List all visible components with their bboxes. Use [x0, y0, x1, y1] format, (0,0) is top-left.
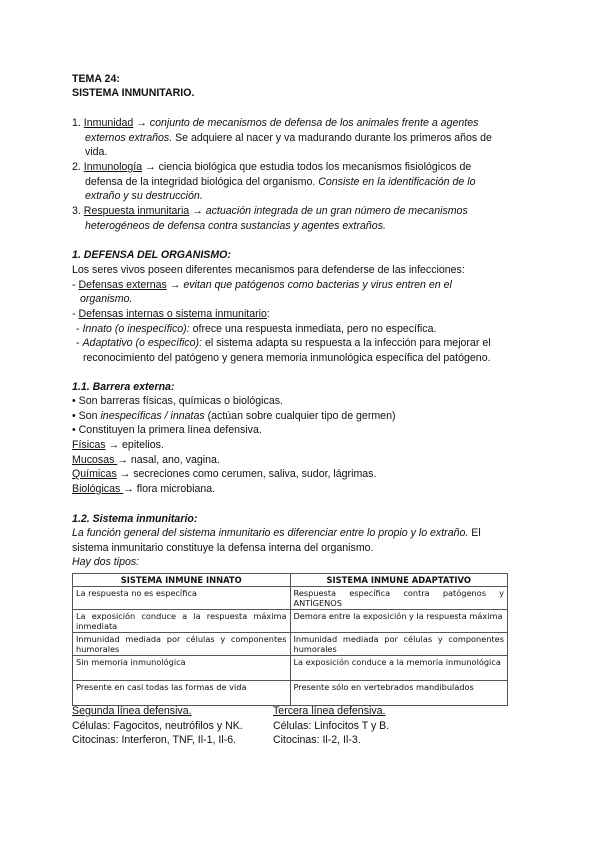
topic-number: TEMA 24: — [72, 73, 120, 85]
table-cell: Demora entre la exposición y la respuesta máxima — [290, 610, 508, 633]
section-1-heading: 1. DEFENSA DEL ORGANISMO: — [72, 249, 231, 261]
bullet-barriers: • Son barreras físicas, químicas o biológicas. — [72, 395, 283, 407]
definition-2-line1: 2. Inmunología → ciencia biológica que estudia todos los mecanismos fisiológicos de — [72, 161, 472, 173]
section-1-intro: Los seres vivos poseen diferentes mecanismos para defenderse de las infecciones: — [72, 264, 465, 276]
definition-1-line3: vida. — [85, 146, 108, 158]
internal-defenses: - Defensas internas o sistema inmunitario: — [72, 308, 270, 320]
third-line-title: Tercera línea defensiva. — [273, 705, 386, 717]
term-respuesta-inmunitaria: Respuesta inmunitaria — [83, 205, 190, 217]
table-cell: La exposición conduce a la memoria inmunológica — [290, 656, 508, 681]
types-label: Hay dos tipos: — [72, 556, 140, 568]
third-line-cytokines: Citocinas: Il-2, Il-3. — [273, 734, 361, 746]
table-row — [73, 656, 508, 681]
table-cell: La exposición conduce a la respuesta máxima inmediata — [73, 610, 291, 633]
second-line-cytokines: Citocinas: Interferon, TNF, Il-1, Il-6. — [72, 734, 237, 746]
table-cell: Inmunidad mediada por células y componentes humorales — [73, 633, 291, 656]
table-cell: La respuesta no es específica — [73, 587, 291, 610]
page-title: SISTEMA INMUNITARIO. — [72, 87, 195, 99]
external-defenses-cont: organismo. — [80, 293, 133, 305]
bullet-first-line: • Constituyen la primera línea defensiva. — [72, 424, 262, 436]
table-row — [73, 587, 508, 610]
third-line-cells: Células: Linfocitos T y B. — [273, 720, 390, 732]
table-cell: Inmunidad mediada por células y componentes humorales — [290, 633, 508, 656]
table-row — [73, 633, 508, 656]
table-cell: Presente sólo en vertebrados mandibulados — [290, 681, 508, 706]
definition-1-line1: 1. Inmunidad → conjunto de mecanismos de defensa de los animales frente a agentes — [72, 117, 479, 129]
section-1-2-heading: 1.2. Sistema inmunitario: — [72, 513, 198, 525]
table-row — [73, 681, 508, 706]
second-line-title: Segunda línea defensiva. — [72, 705, 192, 717]
external-defenses: - Defensas externas → evitan que patógenos como bacterias y virus entren en el — [72, 279, 452, 291]
definition-1-line2: externos extraños. Se adquiere al nacer y va madurando durante los primeros años de — [85, 132, 492, 144]
table-header-adaptive: SISTEMA INMUNE ADAPTATIVO — [290, 574, 508, 587]
immune-systems-table — [72, 573, 508, 706]
barrier-physical: Físicas → epitelios. — [72, 439, 164, 451]
barrier-mucosal: Mucosas → nasal, ano, vagina. — [72, 454, 220, 466]
table-header-innate: SISTEMA INMUNE INNATO — [73, 574, 291, 587]
table-cell: Sin memoria inmunológica — [73, 656, 291, 681]
term-inmunologia: Inmunología — [83, 161, 143, 173]
immune-function: La función general del sistema inmunitario es diferenciar entre lo propio y lo extraño. El — [72, 527, 481, 539]
definition-3-line2: heterogéneos de defensa contra sustancias y agentes extraños. — [85, 220, 386, 232]
immune-function-cont: sistema inmunitario constituye la defensa interna del organismo. — [72, 542, 374, 554]
definition-2-line3: extraño y su destrucción. — [85, 190, 203, 202]
table-cell: Respuesta específica contra patógenos y ANTÍGENOS — [290, 587, 508, 610]
table-cell: Presente en casi todas las formas de vida — [73, 681, 291, 706]
adaptive-immunity: - Adaptativo (o específico): el sistema adapta su respuesta a la infección para mejorar el — [76, 337, 491, 349]
section-1-1-heading: 1.1. Barrera externa: — [72, 381, 175, 393]
table-row — [73, 610, 508, 633]
innate-immunity: - Innato (o inespecífico): ofrece una respuesta inmediata, pero no específica. — [76, 323, 437, 335]
term-inmunidad: Inmunidad — [83, 117, 134, 129]
table-header-row — [73, 574, 508, 587]
adaptive-immunity-cont: reconocimiento del patógeno y genera memoria inmunológica específica del patógeno. — [83, 352, 491, 364]
bullet-nonspecific: • Son inespecíficas / innatas (actúan sobre cualquier tipo de germen) — [72, 410, 396, 422]
barrier-chemical: Químicas → secreciones como cerumen, saliva, sudor, lágrimas. — [72, 468, 377, 480]
definition-3-line1: 3. Respuesta inmunitaria → actuación integrada de un gran número de mecanismos — [72, 205, 468, 217]
second-line-cells: Células: Fagocitos, neutrófilos y NK. — [72, 720, 243, 732]
definition-2-line2: defensa de la integridad biológica del organismo. Consiste en la identificación de lo — [85, 176, 476, 188]
barrier-biological: Biológicas → flora microbiana. — [72, 483, 216, 495]
